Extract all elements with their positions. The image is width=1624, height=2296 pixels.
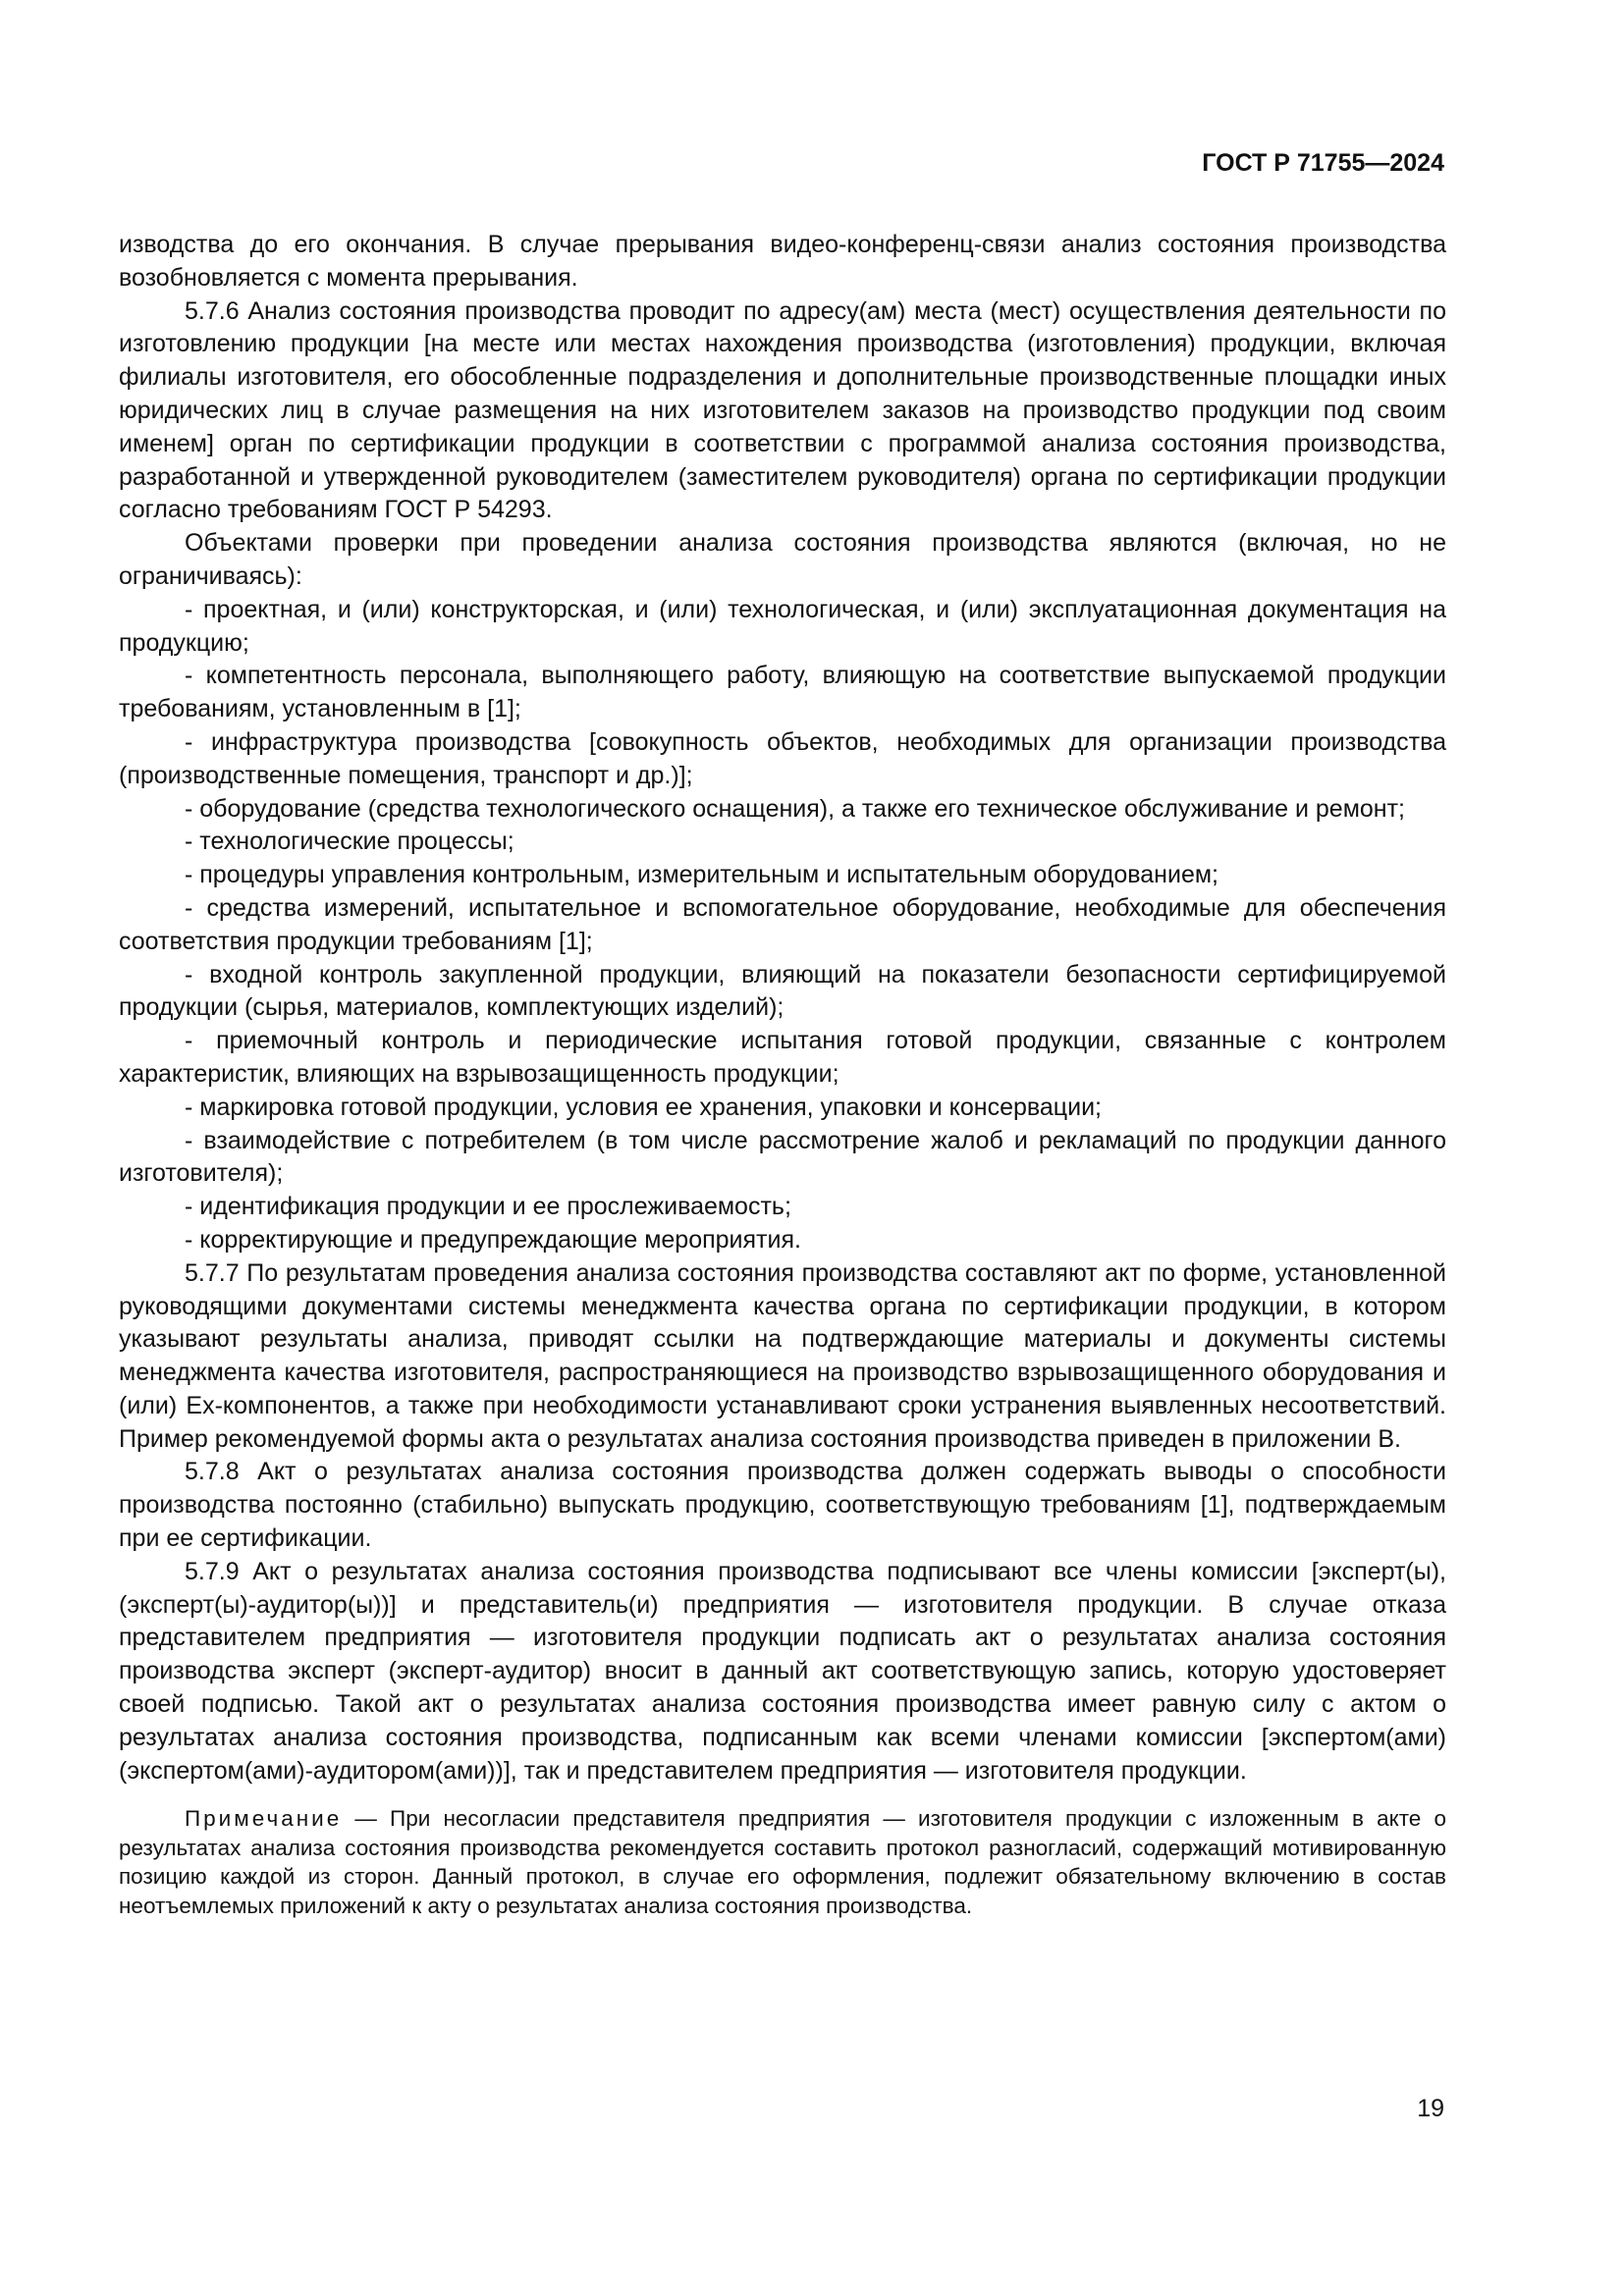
note-label: Примечание	[185, 1806, 343, 1832]
paragraph-5-7-8: 5.7.8 Акт о результатах анализа состояния производства должен содержать выводы о способности производства постоянно (стабильно) выпускать продукцию, соответствующую требованиям [1], подтверждаемым при ее сертификации.	[119, 1458, 1446, 1553]
note-block	[119, 1804, 1446, 1920]
list-item: - маркировка готовой продукции, условия ее хранения, упаковки и консервации;	[185, 1093, 1102, 1121]
page-number: 19	[1417, 2095, 1444, 2122]
list-item: - средства измерений, испытательное и вспомогательное оборудование, необходимые для обеспечения соответствия продукции требованиям [1];	[119, 893, 1446, 955]
note-text: — При несогласии представителя предприятия — изготовителя продукции с изложенным в акте о результатах анализа состояния производства рекомендуется составить протокол разногласий, содержащий мотивированную позицию каждой из сторон. Данный протокол, в случае его оформления, подлежит обязательному включению в состав неотъемлемых приложений к акту о результатах анализа состояния производства.	[119, 1806, 1446, 1918]
list-item: - инфраструктура производства [совокупность объектов, необходимых для организации производства (производственные помещения, транспорт и др.)];	[119, 727, 1446, 789]
list-item: - компетентность персонала, выполняющего работу, влияющую на соответствие выпускаемой продукции требованиям, установленным в [1];	[119, 662, 1446, 723]
list-item: - корректирующие и предупреждающие мероприятия.	[185, 1225, 801, 1254]
paragraph-inspection-objects: Объектами проверки при проведении анализа состояния производства являются (включая, но не ограничиваясь):	[119, 529, 1446, 590]
list-item: - идентификация продукции и ее прослеживаемость;	[185, 1193, 791, 1221]
document-code-header: ГОСТ Р 71755—2024	[1202, 149, 1444, 177]
list-item: - процедуры управления контрольным, измерительным и испытательным оборудованием;	[185, 861, 1218, 889]
document-body	[119, 229, 1446, 1920]
list-item: - приемочный контроль и периодические испытания готовой продукции, связанные с контролем характеристик, влияющих на взрывозащищенность продукции;	[119, 1027, 1446, 1088]
list-item: - взаимодействие с потребителем (в том числе рассмотрение жалоб и рекламаций по продукции данного изготовителя);	[119, 1126, 1446, 1188]
paragraph-5-7-9: 5.7.9 Акт о результатах анализа состояния производства подписывают все члены комиссии [эксперт(ы), (эксперт(ы)-аудитор(ы))] и представитель(и) предприятия — изготовителя продукции. В случае отказа представителем предприятия — изготовителя продукции подписать акт о результатах анализа состояния производства эксперт (эксперт-аудитор) вносит в данный акт соответствующую запись, которую удостоверяет своей подписью. Такой акт о результатах анализа состояния производства имеет равную силу с актом о результатах анализа состояния производства, подписанным как всеми членами комиссии [экспертом(ами) (экспертом(ами)-аудитором(ами))], так и представителем предприятия — изготовителя продукции.	[119, 1557, 1446, 1785]
paragraph-continuation: изводства до его окончания. В случае прерывания видео-конференц-связи анализ состояния производства возобновляется с момента прерывания.	[119, 231, 1446, 292]
list-item: - технологические процессы;	[185, 828, 514, 856]
list-item: - входной контроль закупленной продукции, влияющий на показатели безопасности сертифицируемой продукции (сырья, материалов, комплектующих изделий);	[119, 960, 1446, 1022]
list-item: - проектная, и (или) конструкторская, и (или) технологическая, и (или) эксплуатационная документация на продукцию;	[119, 595, 1446, 657]
paragraph-5-7-7: 5.7.7 По результатам проведения анализа состояния производства составляют акт по форме, установленной руководящими документами системы менеджмента качества органа по сертификации продукции, в котором указывают результаты анализа, приводят ссылки на подтверждающие материалы и документы системы менеджмента качества изготовителя, распространяющиеся на производство взрывозащищенного оборудования и (или) Ех-компонентов, а также при необходимости устанавливают сроки устранения выявленных несоответствий. Пример рекомендуемой формы акта о результатах анализа состояния производства приведен в приложении В.	[119, 1258, 1446, 1453]
list-item: - оборудование (средства технологического оснащения), а также его техническое обслуживание и ремонт;	[185, 794, 1406, 823]
paragraph-5-7-6: 5.7.6 Анализ состояния производства проводит по адресу(ам) места (мест) осуществления деятельности по изготовлению продукции [на месте или местах нахождения производства (изготовления) продукции, включая филиалы изготовителя, его обособленные подразделения и дополнительные производственные площадки иных юридических лиц в случае размещения на них изготовителем заказов на производство продукции под своим именем] орган по сертификации продукции в соответствии с программой анализа состояния производства, разработанной и утвержденной руководителем (заместителем руководителя) органа по сертификации продукции согласно требованиям ГОСТ Р 54293.	[119, 296, 1446, 524]
